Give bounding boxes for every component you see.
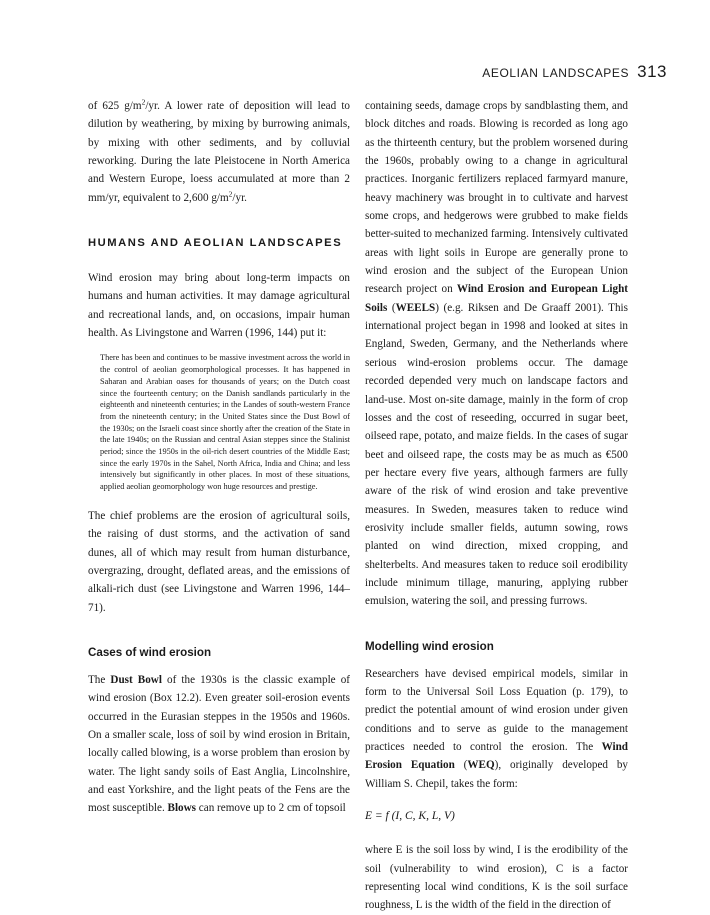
term-weels: WEELS xyxy=(395,301,436,314)
term-blows: Blows xyxy=(167,802,197,815)
equation-weq: E = f (I, C, K, L, V) xyxy=(365,810,455,823)
left-column xyxy=(88,97,350,818)
paragraph-equation-terms: where E is the soil loss by wind, I is the erodibility of the soil (vulnerability to wind erosion), C is a factor representing local wind conditions, K is the soil surface roughness, L is the width of the field in the direction of xyxy=(365,844,628,912)
paragraph-chief-problems: The chief problems are the erosion of agricultural soils, the raising of dust storms, and the activation of sand dunes, all of which may result from human disturbance, overgrazing, drought, deflated areas, and the emissions of alkali-rich dust (see Livingstone and Warren 1996, 144–71). xyxy=(88,509,350,614)
running-title: AEOLIAN LANDSCAPES xyxy=(482,66,630,80)
paragraph-empirical-models: Researchers have devised empirical models, similar in form to the Universal Soil Loss Equation (p. 179), to predict the potential amount of wind erosion under given conditions and to serve as guide to the management practices needed to control the erosion. The Wind Erosion Equation (WEQ), originally developed by William S. Chepil, takes the form: xyxy=(365,667,628,790)
paragraph-blowing-damage: containing seeds, damage crops by sandblasting them, and block ditches and roads. Blowing is recorded as long ago as the thirteenth century, but the problem worsened during the 1960s, probably owing to a change in agricultural practices. Inorganic fertilizers replaced farmyard manure, heavy machinery was brought in to cultivate and harvest some crops, and hedgerows were grubbed to make fields better-suited to mechanized farming. Intensively cultivated areas with light soils in Europe are generally prone to wind erosion and the subject of the European Union research project on Wind Erosion and European Light Soils (WEELS) (e.g. Riksen and De Graaff 2001). This international project began in 1998 and looked at sites in England, Sweden, Germany, and the Netherlands where serious wind-erosion problems occur. The damage recorded depended very much on landscape factors and land-use. Most on-site damage, mainly in the form of crop losses and the cost of reseeding, occurred in sugar beet, oilseed rape, potato, and maize fields. In the cases of sugar beet and oilseed rape, the costs may be as much as €500 per hectare every five years, although farmers are fully aware of the risk of wind erosion and take preventive measures. In Sweden, measures taken to reduce wind erosivity include smaller fields, autumn sowing, rows planted on wind direction, mixed cropping, and shelterbelts. And measures taken to reduce soil erodibility include minimum tillage, manuring, applying rubber emulsion, watering the soil, and pressing furrows. xyxy=(365,100,629,608)
subsection-heading-modelling: Modelling wind erosion xyxy=(365,639,494,653)
paragraph-wind-erosion-impacts: Wind erosion may bring about long-term impacts on humans and human activities. It may damage agricultural and recreational lands, and, on occasions, impair human health. As Livingstone and Warren (1996, 144) put it: xyxy=(88,272,350,340)
paragraph-loess-deposition: of 625 $g/m^2/yr$. A lower rate of deposition will lead to dilution by weathering, by mixing by burrowing animals, by mixing with other sediments, and by colluvial reworking. During the late Pleistocene in North America and Western Europe, loess accumulated at more than 2 mm/yr, equivalent to 2,600 $g/m^2/yr$. xyxy=(88,97,350,204)
block-quote: There has been and continues to be massive investment across the world in the control of aeolian geomorphological processes. It has happened in Saharan and Arabian oases for thousands of years; on the Dutch coast since the fourteenth century; on the Danish sandlands particularly in the eighteenth and nineteenth centuries; in the Landes of south-western France from the nineteenth century; in the United States since the Dust Bowl of the 1930s; on the Israeli coast since shortly after the creation of the State in the late 1940s; on the Russian and central Asian steppes since the Stalinist period; since the 1950s in the oil-rich desert countries of the Middle East; since the early 1970s in the Sahel, North Africa, India and China; and less intensively but significantly in other places. In most of these situations, applied aeolian geomorphology won huge resources and prestige. xyxy=(100,353,350,492)
subsection-heading-cases: Cases of wind erosion xyxy=(88,645,212,659)
term-weq: WEQ xyxy=(467,759,495,772)
term-weq-full: Wind Erosion Equation xyxy=(365,741,628,772)
paragraph-dust-bowl: The Dust Bowl of the 1930s is the classic example of wind erosion (Box 12.2). Even greater soil-erosion events occurred in the Eurasian steppes in the 1950s and 1960s. On a smaller scale, loss of soil by wind erosion in Britain, locally called blowing, is a worse problem than erosion by water. The light sandy soils of East Anglia, Lincolnshire, and east Yorkshire, and the light peats of the Fens are the most susceptible. Blows can remove up to 2 cm of topsoil xyxy=(88,673,350,815)
term-weels-full: Wind Erosion and European Light Soils xyxy=(365,283,629,314)
page-number: 313 xyxy=(637,62,667,81)
right-column xyxy=(365,97,628,915)
running-header xyxy=(482,62,667,84)
section-heading-humans: HUMANS AND AEOLIAN LANDSCAPES xyxy=(88,237,343,250)
term-dust-bowl: Dust Bowl xyxy=(110,673,162,686)
